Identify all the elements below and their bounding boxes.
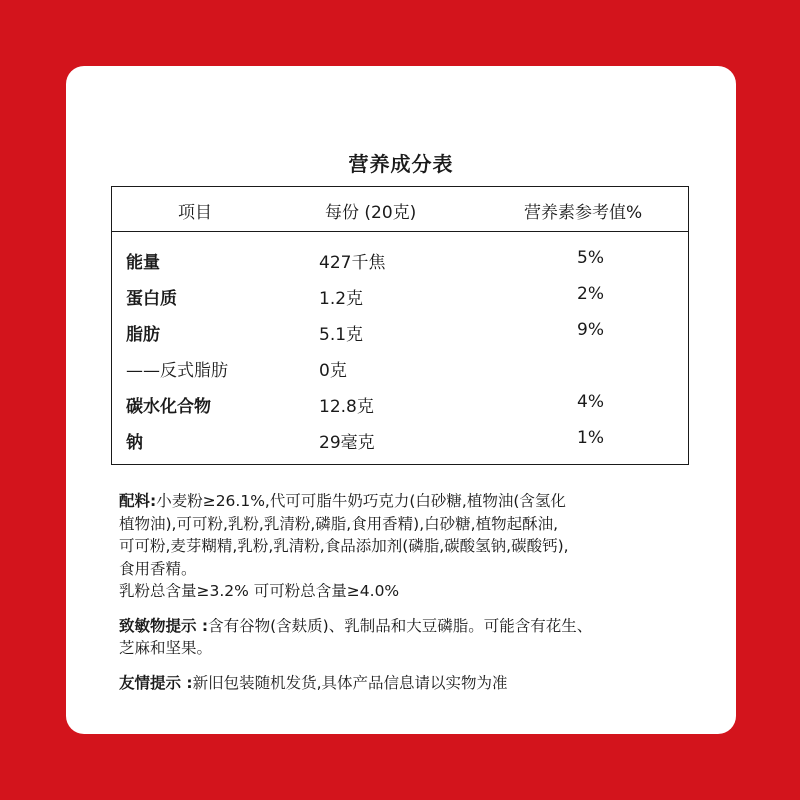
ingredients-label: 配料: — [119, 492, 157, 510]
row-nrv: 5% — [577, 248, 604, 268]
allergen-text: 含有谷物(含麸质)、乳制品和大豆磷脂。可能含有花生、 — [208, 616, 593, 635]
row-amount: 427千焦 — [319, 253, 386, 273]
table-row-trans-fat — [112, 349, 688, 385]
ingredients-line-2: 植物油),可可粉,乳粉,乳清粉,磷脂,食用香精),白砂糖,植物起酥油, — [119, 514, 559, 533]
reminder-text: 新旧包装随机发货,具体产品信息请以实物为准 — [192, 673, 508, 692]
row-amount: 1.2克 — [319, 289, 364, 309]
allergen-line-2: 芝麻和坚果。 — [119, 639, 213, 657]
row-nrv: 9% — [577, 320, 604, 340]
row-amount: 0克 — [319, 361, 347, 381]
header-per-serving: 每份 (20克) — [325, 203, 417, 223]
reminder-label: 友情提示 : — [119, 673, 193, 692]
content-note: 乳粉总含量≥3.2% 可可粉总含量≥4.0% — [119, 582, 400, 600]
header-nrv: 营养素参考值% — [524, 203, 643, 223]
nutrition-card — [66, 66, 736, 734]
table-row-carbohydrate — [112, 385, 688, 421]
table-title: 营养成分表 — [348, 152, 454, 176]
allergen-label: 致敏物提示 : — [119, 616, 209, 635]
row-name: 钠 — [126, 433, 143, 453]
reminder-line — [119, 672, 679, 695]
allergen-line-1 — [119, 615, 679, 638]
ingredients-text: 小麦粉≥26.1%,代可可脂牛奶巧克力(白砂糖,植物油(含氢化 — [156, 492, 566, 510]
row-nrv: 2% — [577, 284, 604, 304]
ingredients-line-1 — [119, 490, 679, 513]
ingredients-line-4: 食用香精。 — [119, 559, 197, 578]
row-amount: 29毫克 — [319, 433, 375, 453]
row-name: 脂肪 — [126, 325, 160, 345]
header-item: 项目 — [178, 203, 212, 223]
row-name: ——反式脂肪 — [126, 361, 228, 381]
table-row-energy — [112, 241, 688, 277]
nutrition-table — [111, 186, 689, 465]
table-header — [112, 187, 688, 232]
row-name: 蛋白质 — [126, 289, 177, 309]
row-amount: 5.1克 — [319, 325, 364, 345]
row-nrv: 1% — [577, 428, 604, 448]
table-row-protein — [112, 277, 688, 313]
row-name: 能量 — [126, 253, 160, 273]
row-name: 碳水化合物 — [126, 397, 211, 417]
table-row-fat — [112, 313, 688, 349]
row-nrv: 4% — [577, 392, 604, 412]
ingredients-line-3: 可可粉,麦芽糊精,乳粉,乳清粉,食品添加剂(磷脂,碳酸氢钠,碳酸钙), — [119, 537, 569, 555]
row-amount: 12.8克 — [319, 397, 374, 417]
table-row-sodium — [112, 421, 688, 457]
product-notes — [119, 490, 679, 694]
